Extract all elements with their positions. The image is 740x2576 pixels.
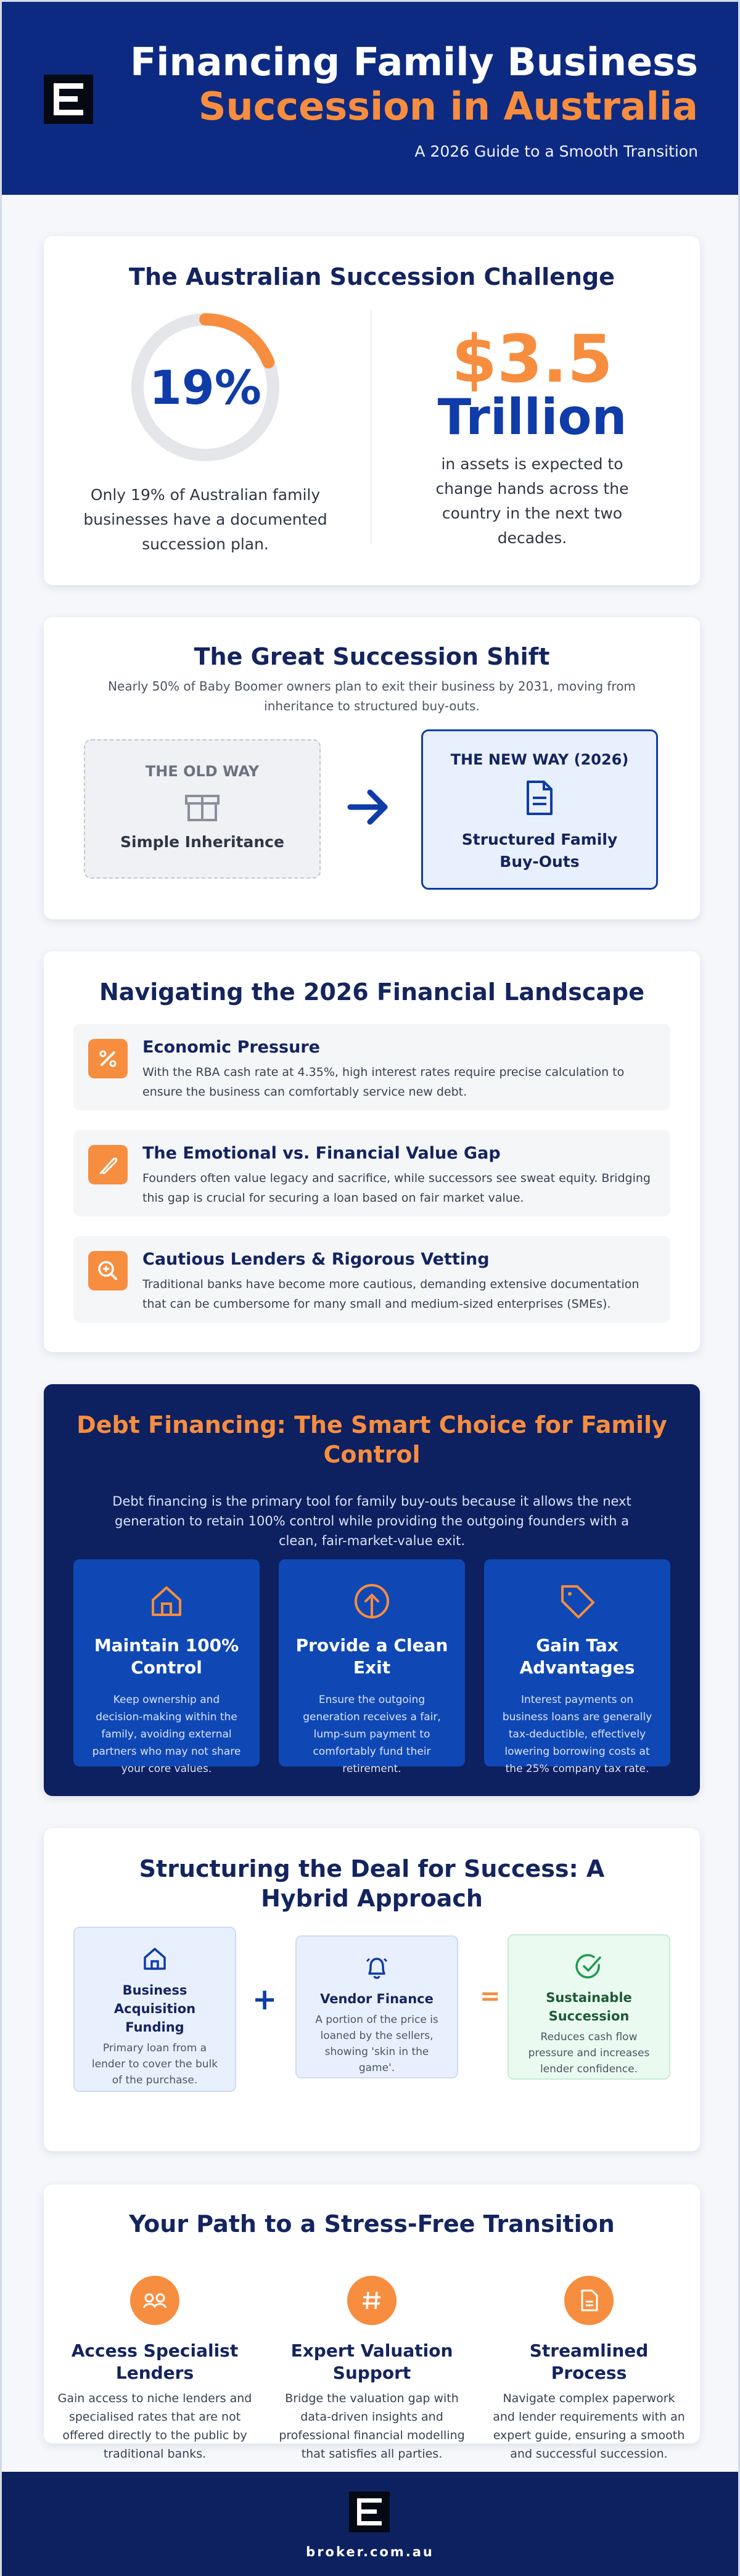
tile-description: Interest payments on business loans are generally tax-deductible, effectively lowering borrowing costs at the 25% company tax rate.: [502, 1694, 652, 1775]
step-title: Streamlined Process: [529, 2340, 649, 2383]
tile-title: Provide a Clean Exit: [295, 1635, 448, 1678]
hybrid-approach-card: [44, 1828, 700, 2151]
path-step: [56, 2276, 253, 2463]
arrow-right-icon: [344, 782, 393, 832]
footer-url[interactable]: broker.com.au: [306, 2545, 434, 2559]
landscape-item: [73, 1236, 670, 1323]
gift-box-icon: [184, 794, 221, 822]
home-icon: [140, 1944, 170, 1974]
hero-text: [130, 40, 698, 160]
check-circle-icon: [574, 1951, 604, 1981]
section-title: Debt Financing: The Smart Choice for Family Control: [76, 1411, 667, 1468]
percent-ring-chart: [128, 310, 282, 464]
box-title: Sustainable Succession: [546, 1990, 632, 2024]
old-way-name: Simple Inheritance: [120, 833, 284, 851]
bell-icon: [362, 1953, 392, 1982]
divider: [371, 310, 372, 544]
box-title: Business Acquisition Funding: [113, 1983, 196, 2035]
handshake-icon: [130, 2276, 179, 2325]
tile-description: Ensure the outgoing generation receives a fair, lump-sum payment to comfortably fund their retirement.: [303, 1694, 441, 1775]
item-description: Founders often value legacy and sacrifice, while successors see sweat equity. Bridging this gap is crucial for securing a loan based on fair market value.: [142, 1171, 651, 1205]
section-subtitle: Nearly 50% of Baby Boomer owners plan to exit their business by 2031, moving from inheritance to structured buy-outs.: [108, 679, 636, 713]
exit-sign-icon: [352, 1581, 392, 1621]
item-title: Cautious Lenders & Rigorous Vetting: [142, 1250, 490, 1269]
new-way-label: THE NEW WAY (2026): [450, 751, 629, 768]
footer: [2, 2472, 738, 2576]
step-description: Gain access to niche lenders and specialised rates that are not offered directly to the public by traditional banks.: [57, 2392, 252, 2461]
section-title: The Australian Succession Challenge: [129, 263, 615, 290]
path-step: [273, 2276, 471, 2463]
box-title: Vendor Finance: [320, 1991, 434, 2006]
asset-amount: $3.5: [451, 321, 613, 397]
box-description: Reduces cash flow pressure and increases lender confidence.: [528, 2031, 650, 2075]
old-way-box: [84, 739, 321, 879]
succession-shift-card: [44, 617, 700, 919]
plus-operator: +: [252, 1982, 278, 2017]
file-icon: [564, 2276, 614, 2325]
path-card: [44, 2184, 700, 2461]
item-description: Traditional banks have become more cautious, demanding extensive documentation that can be cumbersome for many small and medium-sized enterprises (SMEs).: [142, 1278, 639, 1311]
benefit-tile: [484, 1559, 670, 1775]
item-description: With the RBA cash rate at 4.35%, high interest rates require precise calculation to ensure the business can comfortably service new debt.: [142, 1065, 625, 1099]
tile-description: Keep ownership and decision-making within the family, avoiding external partners who may not share your core values.: [92, 1694, 241, 1775]
box-description: Primary loan from a lender to cover the bulk of the purchase.: [91, 2042, 218, 2086]
benefit-tile: [279, 1559, 465, 1775]
section-title: Structuring the Deal for Success: A Hybrid Approach: [139, 1855, 605, 1912]
new-way-name: Structured Family Buy-Outs: [461, 831, 618, 871]
path-step: [490, 2276, 688, 2463]
asset-amount-unit: Trillion: [437, 388, 627, 446]
percent-description: Only 19% of Australian family businesses have a documented succession plan.: [83, 486, 327, 553]
hash-icon: [347, 2276, 397, 2325]
tile-title: Gain Tax Advantages: [519, 1635, 635, 1678]
percent-icon: [88, 1039, 128, 1078]
succession-challenge-card: [44, 236, 700, 585]
financial-landscape-card: [44, 951, 700, 1352]
step-description: Bridge the valuation gap with data-driven insights and professional financial modelling that satisfies all parties.: [279, 2392, 465, 2461]
section-subtitle: Debt financing is the primary tool for family buy-outs because it allows the next generation to retain 100% control while providing the outgoing founders with a clean, fair-market-value exit.: [112, 1494, 631, 1548]
section-title: Your Path to a Stress-Free Transition: [129, 2210, 615, 2238]
hero-title-line2: Succession in Australia: [198, 84, 698, 129]
percent-label: 19%: [149, 359, 261, 415]
item-title: Economic Pressure: [142, 1038, 320, 1057]
tag-icon: [557, 1581, 597, 1621]
broker-logo-icon: [44, 75, 93, 124]
tile-title: Maintain 100% Control: [94, 1635, 239, 1678]
debt-financing-card: [44, 1384, 700, 1796]
vendor-finance-box: [295, 1935, 458, 2078]
acquisition-funding-box: [73, 1927, 236, 2092]
old-way-label: THE OLD WAY: [145, 763, 260, 780]
hero-header: [2, 2, 738, 195]
hero-title-line1: Financing Family Business: [130, 39, 698, 84]
broker-logo-icon: [349, 2492, 390, 2532]
item-title: The Emotional vs. Financial Value Gap: [142, 1144, 501, 1163]
section-title: The Great Succession Shift: [194, 643, 550, 670]
document-icon: [525, 779, 554, 816]
home-icon: [147, 1581, 186, 1621]
benefit-tile: [73, 1559, 260, 1775]
step-description: Navigate complex paperwork and lender requirements with an expert guide, ensuring a smooth and successful succession.: [493, 2392, 685, 2461]
sustainable-succession-box: [508, 1934, 670, 2080]
section-title: Navigating the 2026 Financial Landscape: [99, 978, 645, 1006]
step-title: Expert Valuation Support: [290, 2340, 453, 2383]
zoom-in-icon: [88, 1251, 128, 1290]
feather-pen-icon: [88, 1145, 128, 1184]
step-title: Access Specialist Lenders: [71, 2340, 239, 2383]
hero-subtitle: A 2026 Guide to a Smooth Transition: [414, 142, 698, 160]
equals-operator: =: [480, 1982, 501, 2011]
landscape-item: [73, 1130, 670, 1216]
box-description: A portion of the price is loaned by the sellers, showing 'skin in the game'.: [315, 2014, 438, 2074]
new-way-box: [421, 729, 658, 890]
asset-description: in assets is expected to change hands across the country in the next two decades.: [435, 455, 629, 547]
landscape-item: [73, 1024, 670, 1110]
